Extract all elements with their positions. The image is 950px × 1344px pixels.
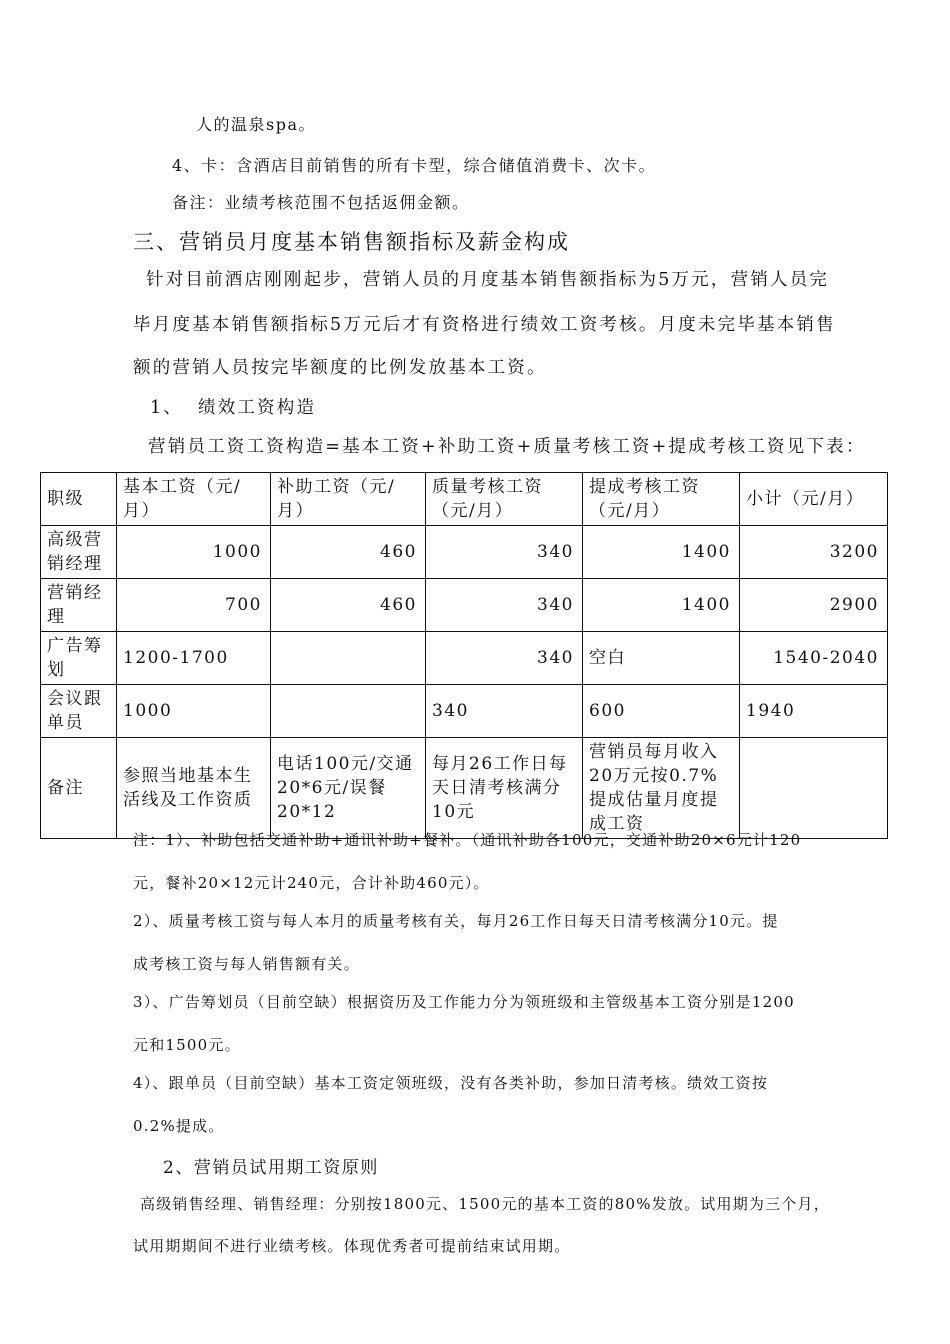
cell-allowance bbox=[271, 632, 426, 685]
salary-formula: 营销员工资工资构造=基本工资+补助工资+质量考核工资+提成考核工资见下表： bbox=[148, 437, 866, 457]
table-row bbox=[41, 632, 888, 685]
section-2-line-2: 试用期期间不进行业绩考核。体现优秀者可提前结束试用期。 bbox=[133, 1237, 571, 1255]
cell-rank: 营销经理 bbox=[41, 579, 117, 632]
table-row bbox=[41, 685, 888, 738]
cell-subtotal: 1540-2040 bbox=[740, 632, 888, 685]
cell-quality: 340 bbox=[426, 526, 583, 579]
header-allowance: 补助工资（元/月） bbox=[271, 473, 426, 526]
section-3-title: 三、营销员月度基本销售额指标及薪金构成 bbox=[133, 230, 570, 254]
cell-quality: 340 bbox=[426, 579, 583, 632]
cell-quality: 340 bbox=[426, 632, 583, 685]
header-quality: 质量考核工资（元/月） bbox=[426, 473, 583, 526]
note-1-line-1: 注：1）、补助包括交通补助+通讯补助+餐补。（通讯补助各100元，交通补助20×6元计120 bbox=[133, 831, 802, 849]
cell-commission: 1400 bbox=[583, 526, 740, 579]
subsection-1-title: 绩效工资构造 bbox=[198, 398, 317, 418]
table-row-remarks bbox=[41, 738, 888, 839]
cell-subtotal bbox=[740, 738, 888, 839]
cell-allowance: 460 bbox=[271, 579, 426, 632]
note-2-line-1: 2）、质量考核工资与每人本月的质量考核有关，每月26工作日每天日清考核满分10元。提 bbox=[133, 912, 779, 930]
intro-line-1: 人的温泉spa。 bbox=[196, 115, 316, 134]
section-3-para-line-2: 毕月度基本销售额指标5万元后才有资格进行绩效工资考核。月度未完毕基本销售 bbox=[133, 315, 836, 335]
cell-base: 1000 bbox=[117, 685, 271, 738]
header-base-salary: 基本工资（元/月） bbox=[117, 473, 271, 526]
cell-rank: 广告筹划 bbox=[41, 632, 117, 685]
salary-table bbox=[40, 472, 888, 839]
note-2-line-2: 成考核工资与每人销售额有关。 bbox=[133, 955, 360, 973]
note-1-line-2: 元，餐补20×12元计240元，合计补助460元）。 bbox=[133, 874, 490, 892]
cell-quality: 每月26工作日每天日清考核满分10元 bbox=[426, 738, 583, 839]
table-header-row bbox=[41, 473, 888, 526]
header-commission: 提成考核工资（元/月） bbox=[583, 473, 740, 526]
cell-subtotal: 1940 bbox=[740, 685, 888, 738]
section-2-line-1: 高级销售经理、销售经理：分别按1800元、1500元的基本工资的80%发放。试用期为三个月， bbox=[140, 1195, 830, 1213]
note-3-line-2: 元和1500元。 bbox=[133, 1036, 241, 1054]
header-rank: 职级 bbox=[41, 473, 117, 526]
cell-commission: 600 bbox=[583, 685, 740, 738]
section-2-title: 2、营销员试用期工资原则 bbox=[163, 1158, 379, 1178]
cell-rank: 会议跟单员 bbox=[41, 685, 117, 738]
cell-rank: 高级营销经理 bbox=[41, 526, 117, 579]
cell-quality: 340 bbox=[426, 685, 583, 738]
header-subtotal: 小计（元/月） bbox=[740, 473, 888, 526]
note-3-line-1: 3）、广告筹划员（目前空缺）根据资历及工作能力分为领班级和主管级基本工资分别是1200 bbox=[133, 993, 795, 1011]
cell-commission: 1400 bbox=[583, 579, 740, 632]
table-row bbox=[41, 526, 888, 579]
cell-allowance bbox=[271, 685, 426, 738]
cell-commission: 营销员每月收入20万元按0.7%提成估量月度提成工资 bbox=[583, 738, 740, 839]
note-4-line-1: 4）、跟单员（目前空缺）基本工资定领班级，没有各类补助，参加日清考核。绩效工资按 bbox=[133, 1074, 769, 1092]
cell-allowance: 电话100元/交通20*6元/误餐20*12 bbox=[271, 738, 426, 839]
cell-base: 1200-1700 bbox=[117, 632, 271, 685]
section-3-para-line-1: 针对目前酒店刚刚起步，营销人员的月度基本销售额指标为5万元，营销人员完 bbox=[146, 270, 830, 290]
cell-commission: 空白 bbox=[583, 632, 740, 685]
subsection-1-number: 1、 bbox=[150, 398, 184, 418]
intro-line-2: 4、卡：含酒店目前销售的所有卡型，综合储值消费卡、次卡。 bbox=[172, 156, 657, 175]
table-row bbox=[41, 579, 888, 632]
cell-base: 1000 bbox=[117, 526, 271, 579]
intro-note: 备注：业绩考核范围不包括返佣金额。 bbox=[172, 193, 470, 212]
cell-subtotal: 2900 bbox=[740, 579, 888, 632]
note-4-line-2: 0.2%提成。 bbox=[133, 1117, 225, 1135]
section-3-para-line-3: 额的营销人员按完毕额度的比例发放基本工资。 bbox=[133, 358, 547, 378]
cell-base: 700 bbox=[117, 579, 271, 632]
cell-rank: 备注 bbox=[41, 738, 117, 839]
cell-allowance: 460 bbox=[271, 526, 426, 579]
cell-base: 参照当地基本生活线及工作资质 bbox=[117, 738, 271, 839]
cell-subtotal: 3200 bbox=[740, 526, 888, 579]
